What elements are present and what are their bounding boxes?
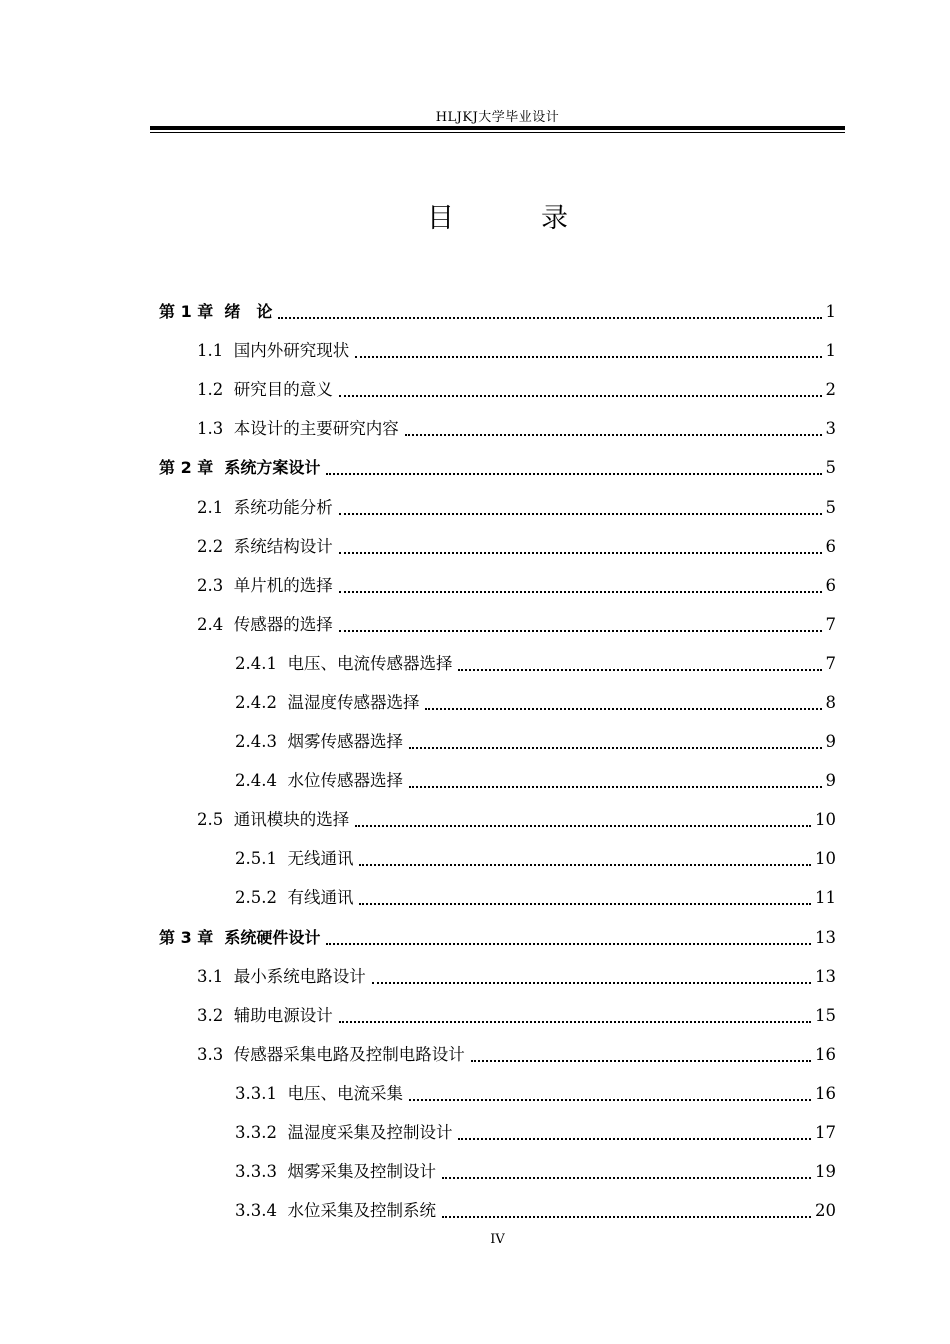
toc-entry-title: 烟雾采集及控制设计 <box>287 1162 436 1182</box>
toc-entry-page: 7 <box>825 653 836 673</box>
dot-leader <box>339 512 822 515</box>
toc-entry-number: 2.4.1 <box>235 653 288 673</box>
table-of-contents <box>159 292 836 1230</box>
toc-entry[interactable] <box>159 292 836 331</box>
toc-entry-page: 1 <box>825 341 836 361</box>
running-header: HLJKJ大学毕业设计 <box>435 110 560 125</box>
toc-entry-number: 3.3.3 <box>235 1162 288 1182</box>
toc-entry-number: 2.5 <box>197 810 234 830</box>
toc-entry-title: 水位传感器选择 <box>287 771 403 791</box>
toc-entry-title: 传感器的选择 <box>233 614 333 634</box>
toc-entry-page: 20 <box>815 1201 836 1221</box>
toc-entry[interactable] <box>159 1035 836 1074</box>
dot-leader <box>326 472 821 475</box>
dot-leader <box>278 316 821 319</box>
toc-entry-number: 2.2 <box>197 536 234 556</box>
toc-entry-number: 1.3 <box>197 419 234 439</box>
dot-leader <box>458 1137 811 1140</box>
toc-entry-page: 11 <box>815 888 836 908</box>
toc-entry-title: 最小系统电路设计 <box>233 966 366 986</box>
toc-entry-page: 8 <box>825 692 836 712</box>
toc-entry[interactable] <box>159 409 836 448</box>
toc-entry-number: 3.3.4 <box>235 1201 288 1221</box>
toc-entry-page: 2 <box>825 380 836 400</box>
toc-entry[interactable] <box>159 683 836 722</box>
dot-leader <box>471 1059 811 1062</box>
toc-entry-page: 13 <box>815 966 836 986</box>
dot-leader <box>442 1176 811 1179</box>
toc-entry-number: 3.2 <box>197 1005 234 1025</box>
dot-leader <box>339 629 822 632</box>
toc-entry-title: 有线通讯 <box>287 888 354 908</box>
dot-leader <box>442 1215 811 1218</box>
toc-entry[interactable] <box>159 644 836 683</box>
toc-entry-title: 传感器采集电路及控制电路设计 <box>233 1044 465 1064</box>
toc-entry-page: 9 <box>825 732 836 752</box>
toc-entry[interactable] <box>159 957 836 996</box>
toc-entry-title: 温湿度采集及控制设计 <box>287 1123 453 1143</box>
toc-entry[interactable] <box>159 527 836 566</box>
toc-entry-page: 9 <box>825 771 836 791</box>
toc-entry-page: 15 <box>815 1005 836 1025</box>
toc-entry-title: 温湿度传感器选择 <box>287 692 420 712</box>
toc-entry[interactable] <box>159 878 836 917</box>
toc-entry-page: 6 <box>825 536 836 556</box>
toc-entry-number: 1.2 <box>197 380 234 400</box>
toc-entry-number: 2.4.2 <box>235 692 288 712</box>
header-rule-thick <box>150 126 845 130</box>
toc-entry-number: 3.3.2 <box>235 1123 288 1143</box>
toc-entry[interactable] <box>159 996 836 1035</box>
toc-entry-title: 国内外研究现状 <box>233 341 350 361</box>
toc-entry[interactable] <box>159 918 836 957</box>
toc-entry[interactable] <box>159 566 836 605</box>
toc-entry-page: 17 <box>815 1123 836 1143</box>
toc-entry-number: 2.5.1 <box>235 849 288 869</box>
header-rule-thin <box>150 132 845 133</box>
toc-entry-page: 16 <box>815 1083 836 1103</box>
toc-entry-number: 2.4.4 <box>235 771 288 791</box>
toc-entry[interactable] <box>159 722 836 761</box>
dot-leader <box>372 981 811 984</box>
toc-entry-title: 烟雾传感器选择 <box>287 732 403 752</box>
toc-entry[interactable] <box>159 800 836 839</box>
toc-entry-number: 2.3 <box>197 575 234 595</box>
toc-entry[interactable] <box>159 1074 836 1113</box>
toc-entry-title: 绪 论 <box>224 302 273 322</box>
toc-title: 目 录 <box>427 203 598 234</box>
toc-entry-number: 3.3 <box>197 1044 234 1064</box>
toc-entry-page: 19 <box>815 1162 836 1182</box>
toc-entry[interactable] <box>159 331 836 370</box>
toc-entry-number: 2.4 <box>197 614 234 634</box>
toc-entry-title: 水位采集及控制系统 <box>287 1201 436 1221</box>
toc-entry-number: 第 1 章 <box>159 302 225 322</box>
dot-leader <box>339 394 822 397</box>
toc-entry-title: 电压、电流采集 <box>287 1083 403 1103</box>
toc-entry[interactable] <box>159 1191 836 1230</box>
toc-entry-number: 3.1 <box>197 966 234 986</box>
toc-entry-title: 本设计的主要研究内容 <box>233 419 399 439</box>
toc-entry[interactable] <box>159 839 836 878</box>
toc-entry[interactable] <box>159 370 836 409</box>
dot-leader <box>359 863 811 866</box>
toc-entry-page: 13 <box>815 927 836 947</box>
toc-entry[interactable] <box>159 1113 836 1152</box>
toc-entry-title: 系统硬件设计 <box>224 927 321 947</box>
toc-entry-number: 第 2 章 <box>159 458 225 478</box>
toc-entry-page: 10 <box>815 810 836 830</box>
toc-entry-title: 电压、电流传感器选择 <box>287 653 453 673</box>
toc-entry[interactable] <box>159 605 836 644</box>
toc-entry-page: 7 <box>825 614 836 634</box>
dot-leader <box>425 707 821 710</box>
toc-entry-number: 2.1 <box>197 497 234 517</box>
dot-leader <box>409 1098 811 1101</box>
toc-entry-page: 3 <box>825 419 836 439</box>
toc-entry-title: 辅助电源设计 <box>233 1005 333 1025</box>
dot-leader <box>339 590 822 593</box>
toc-entry-number: 2.4.3 <box>235 732 288 752</box>
dot-leader <box>409 746 822 749</box>
toc-entry-title: 研究目的意义 <box>233 380 333 400</box>
toc-entry-number: 1.1 <box>197 341 234 361</box>
toc-entry-page: 16 <box>815 1044 836 1064</box>
toc-entry-title: 系统结构设计 <box>233 536 333 556</box>
dot-leader <box>405 433 822 436</box>
toc-entry[interactable] <box>159 1152 836 1191</box>
dot-leader <box>359 902 811 905</box>
page-number: IV <box>490 1232 505 1247</box>
dot-leader <box>339 1020 811 1023</box>
toc-entry[interactable] <box>159 448 836 487</box>
toc-entry-title: 系统功能分析 <box>233 497 333 517</box>
dot-leader <box>458 668 821 671</box>
toc-entry-title: 单片机的选择 <box>233 575 333 595</box>
toc-entry-number: 2.5.2 <box>235 888 288 908</box>
dot-leader <box>409 785 822 788</box>
toc-entry-page: 6 <box>825 575 836 595</box>
toc-entry-title: 无线通讯 <box>287 849 354 869</box>
toc-entry-page: 10 <box>815 849 836 869</box>
toc-entry-title: 通讯模块的选择 <box>233 810 350 830</box>
dot-leader <box>355 824 811 827</box>
dot-leader <box>355 355 821 358</box>
dot-leader <box>326 942 811 945</box>
toc-entry-page: 5 <box>825 497 836 517</box>
toc-entry-title: 系统方案设计 <box>224 458 321 478</box>
toc-entry-page: 5 <box>825 458 836 478</box>
toc-entry-number: 第 3 章 <box>159 927 225 947</box>
toc-entry[interactable] <box>159 761 836 800</box>
dot-leader <box>339 551 822 554</box>
toc-entry[interactable] <box>159 487 836 526</box>
toc-entry-page: 1 <box>825 302 836 322</box>
toc-entry-number: 3.3.1 <box>235 1083 288 1103</box>
